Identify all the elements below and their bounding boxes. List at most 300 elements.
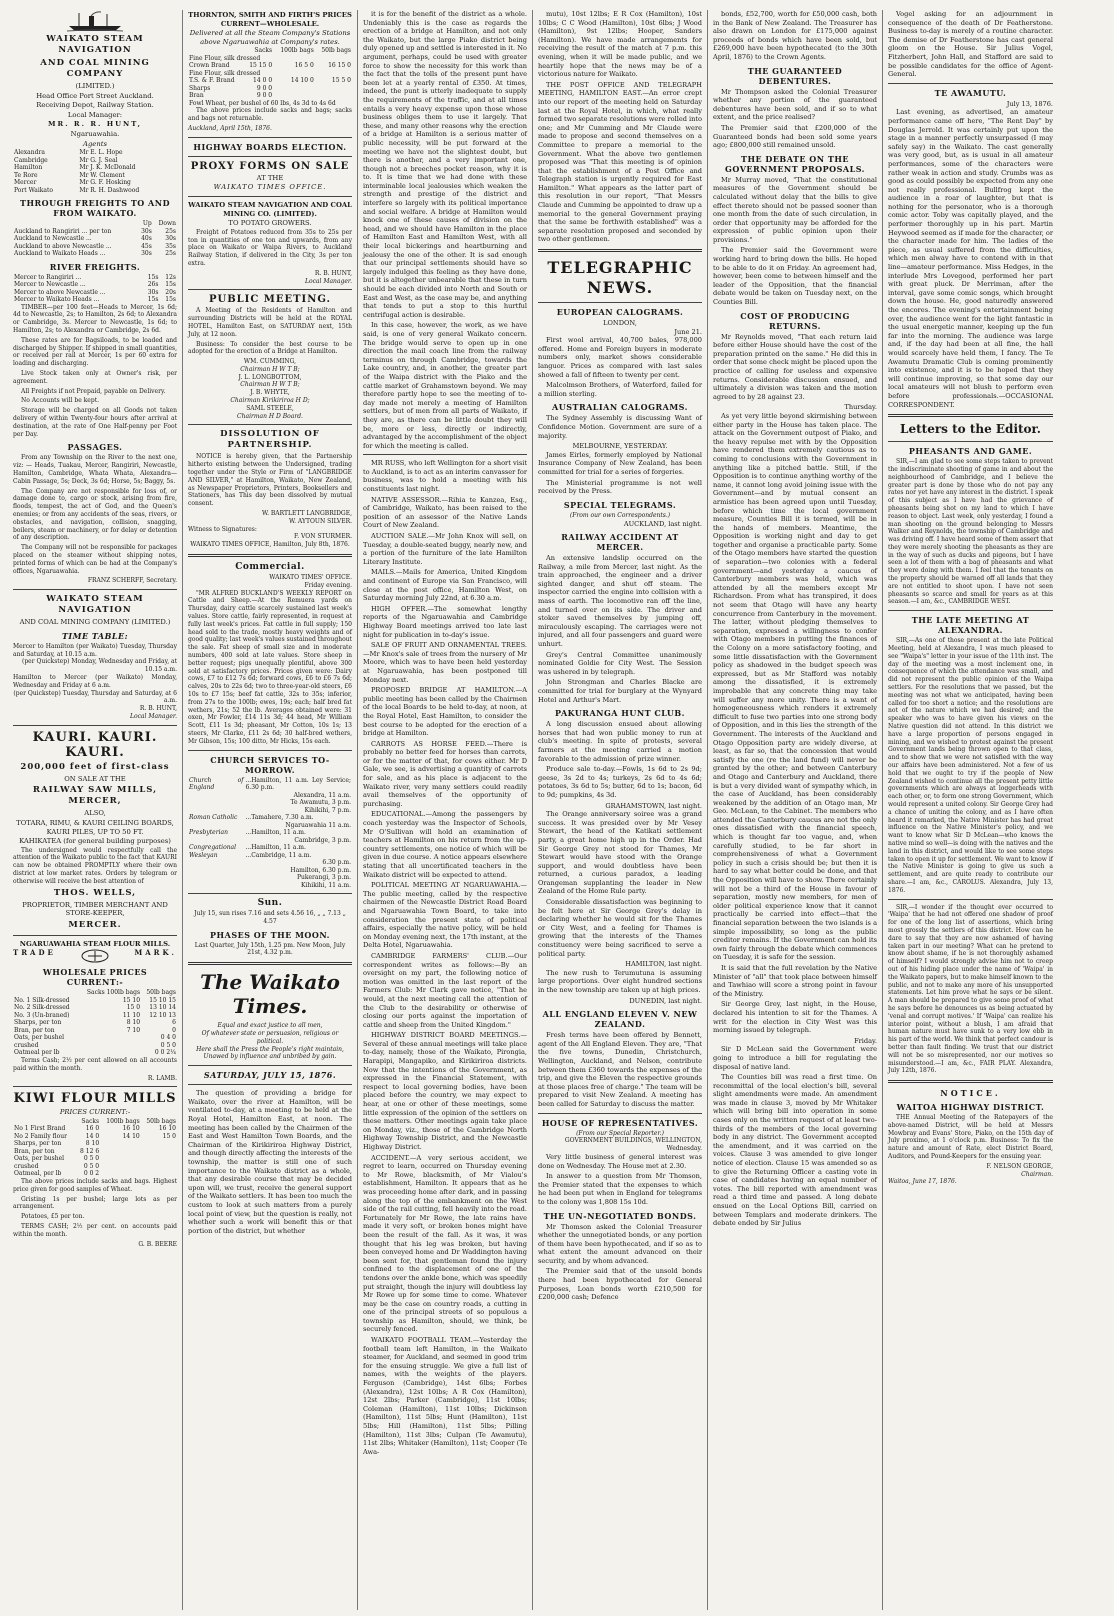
company-name: WAIKATO STEAM NAVIGATION: [46, 34, 144, 55]
timetable-entry: (per Quickstep) Monday, Wednesday and Friday, at 10.15 a.m.: [21, 658, 177, 674]
denomination: [188, 859, 244, 867]
kiwi-row: [13, 1125, 177, 1133]
col-head: Sacks 100lb bags: [86, 989, 141, 997]
river-down: 15s: [165, 281, 176, 289]
news-item: EDUCATIONAL.—Among the passengers by coach yesterday was the Inspector of Schools, Mr O'Sullivan will hold an examination of teachers at Hamilton on his return from the up-country settlements, one notice of which will be given in due course. A notice appears elsewhere stating that all uncertificated teachers in the Waikato district will be expected to attend.: [363, 810, 527, 879]
item: Sharps, per ton: [14, 1140, 62, 1148]
wells-name: THOS. WELLS,: [53, 887, 137, 898]
news-item: POLITICAL MEETING AT NGARUAWAHIA.—The public meeting, called by the respective chairmen of the Newcastle District Road Board and Ngaruawahia Town Board, to take into consideration the present state of political affairs, especially the native policy, will be held on Monday evening next, the 17th instant, at the Delta Hotel, Ngaruawahia.: [363, 881, 527, 950]
divider: [188, 156, 352, 157]
kiwi-terms: TERMS CASH; 2½ per cent. on accounts paid within the month.: [13, 1222, 177, 1238]
agent-name: Mr R. H. Dashwood: [79, 186, 140, 194]
river-route: Mercer to above Newcastle ...: [14, 288, 106, 296]
price: 14 10: [122, 1132, 140, 1140]
news-item: CARROTS AS HORSE FEED.—There is probably no better feed for horses than carrots, or for the matter of that, for cows either. Mr D Gale, we see, is advertising a quantity of carrots for sale, and as his place is adjacent to the Waikato river, very many settlers could readily avail themselves of the opportunity of purchasing.: [363, 739, 527, 808]
prices-date: Auckland, April 15th, 1876.: [188, 124, 272, 132]
storage-note: Storage will be charged on all Goods not taken delivery of within Twenty-four hours after arrival at destination, at the rate of One Half-penny per Foot per Day.: [13, 407, 177, 438]
news-item: MAILS.—Mails for America, United Kingdom and continent of Europe via San Francisco, will close at the post office, Hamilton West, on Saturday morning July 22nd, at 6.30 a.m.: [363, 568, 527, 603]
news-item: MR RUSS, who left Wellington for a short visit to Auckland, is to act as an interim canvasser for business, was to hold a meeting with his constituents last night.: [363, 459, 527, 494]
column-3: [358, 10, 533, 1610]
columns: [8, 10, 1106, 1610]
dissolution-text: NOTICE is hereby given, that the Partnership hitherto existing between the Undersigned, trading together under the Style or Firm of "LANGBRIDGE AND SILVER," at Hamilton, Waikato, New Zealand, as Newspaper Proprietors, Printers, Booksellers and Stationers, has This day been dissolved by mutual consent.: [188, 453, 352, 508]
freight-route: Auckland to Newcastle ...: [14, 235, 92, 243]
london-dateline: LONDON,: [603, 319, 637, 328]
potato-heading: WAIKATO STEAM NAVIGATION AND COAL MINING CO. (LIMITED).: [188, 200, 352, 218]
church-heading: CHURCH SERVICES TO-MORROW.: [210, 754, 330, 775]
freights-table: [13, 220, 177, 258]
agent-name: Mr W. Clement: [79, 171, 125, 179]
prices-row: [188, 100, 352, 108]
denomination: [188, 837, 244, 845]
freight-up: 30s: [141, 250, 152, 258]
timber-rates: TIMBER—per 100 feet—Heads to Mercer, 1s 6d; 4d to Newcastle, 2s; to Hamilton, 2s 6d; to Alexandra or Cambridge, 3s. Mercer to Newcastle, 1s 6d; to Hamilton, 2s; to Alexandra or Cambridge, 2s 6d.: [13, 303, 177, 335]
witness-name: F. VON STURMER.: [294, 533, 352, 541]
company-name-2b: AND COAL MINING COMPANY (LIMITED.): [19, 618, 171, 627]
price: 15 15 0: [249, 62, 273, 70]
church-table: [188, 777, 352, 890]
news-item: NATIVE ASSESSOR.—Rihia te Kanzea, Esq., of Cambridge, Waikato, has been raised to the position of an assessor of the Native Lands Court of New Zealand.: [363, 495, 527, 530]
meeting-signer: J. B. WHYTE,: [250, 389, 290, 397]
divider: [188, 424, 352, 425]
news-item: WAIKATO FOOTBALL TEAM.—Yesterday the football team left Hamilton, in the Waikato steamer, for Auckland, and seemed in good trim for the ensuing struggle. We give a full list of names, with the weights of the players. Ferguson (Cambridge), 14st 6lbs; Forbes (Alexandra), 12st 10lbs; A R Cox (Hamilton), 12st 2lbs; Parker (Cambridge), 11st 10lbs; Coleman (Hamilton), 11st 10lbs; Dickinson (Hamilton), 11st 5lbs; Hunt (Hamilton), 11st 5lbs; Hill (Hamilton), 11st 5lbs; Pilling (Hamilton), 11st 3lbs; Culpan (Te Awamutu), 11st 2lbs; Whitaker (Hamilton), 11st; Cooper (Te Awa-: [363, 1336, 527, 1456]
manager-label: Local Manager:: [67, 110, 123, 119]
freight-route: Auckland to above Newcastle ...: [14, 242, 112, 250]
railway-accident-text: An extensive landslip occurred on the Railway, a mile from Mercer, last night. As the train approached, the engineer and a driver sighted danger, and shut off steam. The inspector carried the engine into collision with a mass of earth. The locomotive ran off the line, and turned over on its side. The driver and stoker saved themselves by jumping off, miraculously escaping. The carriages were not injured, and all four passengers and guard were unhurt.: [538, 554, 702, 649]
denomination: [188, 792, 244, 800]
agent-row: [13, 164, 177, 172]
native-minister-text: It is said that the full revelation by the Native Minister of "all" that took place between himself and Tawhiao will score a strong point in favour of the Ministry.: [713, 963, 877, 998]
dissolution-heading: DISSOLUTION OF PARTNERSHIP.: [220, 429, 320, 451]
meeting-signer: J. L. LONGBOTTOM,: [238, 373, 302, 381]
price: 0 5 0: [83, 1162, 100, 1170]
agents-table: [13, 149, 177, 194]
debentures-heading: THE GUARANTEED DEBENTURES.: [747, 65, 843, 86]
eleven-heading: ALL ENGLAND ELEVEN V. NEW ZEALAND.: [542, 1009, 698, 1030]
meeting-heading: PUBLIC MEETING.: [208, 294, 332, 306]
divider: [888, 441, 1053, 442]
kiwi-row: [13, 1163, 177, 1171]
divider: [13, 725, 177, 726]
item: crushed: [14, 1162, 39, 1170]
timetable-entry: Hamilton to Mercer (per Waikato) Monday, Wednesday and Friday at 6 a.m.: [13, 673, 177, 689]
price: 8 10: [85, 1140, 100, 1148]
timetable-heading: TIME TABLE:: [61, 630, 129, 641]
company-name-2: WAIKATO STEAM NAVIGATION: [46, 594, 144, 616]
price: 12 10 13: [149, 1011, 176, 1019]
kauri-sale: ON SALE AT THE: [64, 774, 126, 783]
kauri-heading: KAURI. KAURI. KAURI.: [32, 729, 158, 760]
sun-heading: Sun.: [257, 898, 283, 909]
news-item: mutu), 10st 12lbs; E R Cox (Hamilton), 10st 10lbs; C C Wood (Hamilton), 10st 6lbs; J Wood (Hamilton), 9st 12lbs; Hooper, Sanders (Hamilton). We have made arrangements for receiving the result of the match at 7 p.m. this evening, when it will be made public, and we heartily hope that the news may be of a victorious nature for Waikato.: [538, 10, 702, 79]
timetable-signature-title: Local Manager.: [129, 712, 177, 720]
item: Sharps, per ton: [14, 1019, 62, 1027]
divider: [188, 962, 352, 965]
dissolution-signer: W. BARTLETT LANGBRIDGE,: [261, 510, 352, 518]
item: Bran, per ton: [14, 1026, 55, 1034]
witness-place: WAIKATO TIMES OFFICE, Hamilton, July 8th, 1876.: [190, 541, 350, 549]
service: Kihikihi, 7 p.m.: [304, 806, 351, 814]
waitoa-signature: F. NELSON GEORGE,: [986, 1162, 1053, 1170]
news-item: HIGHWAY DISTRICT BOARD MEETINGS.—Several of these annual meetings will take place to-day, namely, those of the Waikato, Pirongia, Harapipi, Mangapiko, and Kirikiriroa districts. Now that the intentions of the Government, as expressed in the Financial Statement, with respect to local governing bodies, have been placed before the country, we may expect to hear, at one or other of these meetings, some little expression of the opinion of the settlers on these matters. Other meetings again take place on Monday, viz., those of the Cambridge North Highway Township District, and the Newcastle Highway District.: [363, 1031, 527, 1151]
price: 14 0 0: [253, 77, 273, 85]
bonds-text-2: The Premier said that of the unsold bonds there had been hypothecated for General Purposes, Loan bonds worth £210,500 for £200,000 cash; Defence: [538, 1267, 702, 1302]
prices-table: [188, 47, 352, 107]
letters-heading: Letters to the Editor.: [900, 422, 1041, 437]
church-row: [188, 867, 352, 875]
oats-row: [13, 1049, 177, 1057]
price: 8 12 6: [80, 1147, 100, 1155]
kiwi-row: [13, 1170, 177, 1178]
steamship-icon: [65, 10, 125, 32]
divider: [538, 1113, 702, 1114]
beere-signature: G. B. BEERE: [138, 1240, 177, 1248]
manager: MR. R. R. HUNT,: [48, 120, 142, 129]
motto-line: Here shall the Press the People's right maintain, Unawed by influence and unbribed by gain.: [196, 1045, 344, 1061]
col-head: [13, 1118, 76, 1126]
company-name-b: AND COAL MINING COMPANY: [40, 58, 150, 79]
item: T.S. & F. Brand: [189, 77, 235, 85]
freight-up: 30s: [141, 227, 152, 235]
item: No 1 First Brand: [14, 1125, 66, 1133]
denomination: [188, 867, 244, 875]
mclean-text: Sir D McLean said the Government were going to introduce a bill for regulating the disposal of native land.: [713, 1045, 877, 1071]
divider: [188, 1065, 352, 1066]
debate-text-2: The Premier said the Government were working hard to bring down the bills. He hoped to be able to do it on Friday. An agreement had, however, been come to between himself and the leader of the Opposition, that the financial debate would be taken on Tuesday next, on the Counties Bill.: [713, 246, 877, 307]
agent-name: Mr G. J. Seal: [79, 156, 118, 164]
news-item: CAMBRIDGE FARMERS' CLUB.—Our correspondent writes as follows:—By an oversight on my part, the following notice of motion was omitted in the last report of the Farmers Club: Mr Clark gave notice, "That he would, at the next meeting call the attention of the Club to the desirability or otherwise of closing our ports against the importation of cattle and sheep from the United Kingdom.": [363, 951, 527, 1029]
river-down: 20s: [165, 288, 176, 296]
motto-line: Of whatever state or persuasion, religious or political.: [201, 1030, 339, 1045]
grey-thames-text: Sir George Grey, last night, in the House, declared his intention to sit for the Thames. A writ for the election in City West was this morning issued by telegraph.: [713, 1000, 877, 1035]
item: Oatmeal, per lb: [14, 1170, 62, 1178]
potato-signature: R. B. HUNT,: [314, 269, 352, 277]
divider: [888, 83, 1053, 84]
special-sub: (From our own Correspondents.): [569, 511, 671, 519]
issue-date: SATURDAY, JULY 15, 1876.: [203, 1070, 337, 1081]
river-up: 30s: [147, 288, 159, 296]
potato-sub: TO POTATO GROWERS.: [228, 219, 312, 228]
church-row: [188, 822, 352, 830]
melbourne-dateline: MELBOURNE, YESTERDAY.: [572, 442, 668, 451]
agent-place: Hamilton: [14, 164, 43, 172]
river-up: 15s: [147, 296, 159, 304]
commercial-text: "MR ALFRED BUCKLAND'S WEEKLY REPORT on Cattle and Sheep.—At the Remuera yards on Thursday, dairy cattle scarcely sustained last week's values. Store cattle, fairly represented, in request at fully last week's prices. Fat cattle in full supply; 150 head sold to the trade, mostly heavy weights and of good quality; last week's values sustained throughout the sale. Fat sheep of small size and in moderate numbers, 400 sold at late values. Store sheep in better request; pigs unequally plentiful, above 300 sold at satisfactory prices. Prices given were: Dairy cows, £7 to £12 7s 6d; forward cows, £6 to £6 7s 6d; calves, 20s to 22s 6d; two to three-year-old steers, £6 10s to £7 15s; beef fat cattle, 32s to 35s; inferior, from 27s to the 100lb; ewes, 19s; each; half bred fat wethers, 21s; 52 the lb. Averages obtained were: 31 oxen, Mr Fowler, £14 11s 3d; 44 head, Mr William Scott, £11 1s 3d; pheasant, Mr Cotton, 10s 1s; 13 steers, Mr Clarke, £11 2s 6d; 30 half-bred wethers, Mr Gibson, 15s; 100 ditto, Mr Hicks, 15s each.: [188, 589, 352, 745]
house-text-2: In answer to a question from Mr Thomson, the Premier stated that the expenses to which he had been put when in England for telegrams to the colony was 1,808 15s 10d.: [538, 1172, 702, 1206]
freight-row: [13, 235, 177, 243]
church-row: [188, 882, 352, 890]
dissolution-signer: W. AYTOUN SILVER.: [288, 517, 352, 525]
price: 16 15 0: [328, 62, 351, 70]
kiwi-row: [13, 1148, 177, 1156]
potatoes: Potatoes, £5 per ton.: [21, 1213, 85, 1221]
live-stock-note: Live Stock taken only at Owner's risk, per agreement.: [13, 370, 177, 385]
prices-row: [188, 62, 352, 70]
service: ...Hamilton, 11 a.m. Ley Service; 6.30 p.m.: [245, 776, 351, 792]
freight-down: 35s: [165, 242, 176, 250]
river-table: [13, 274, 177, 304]
price: 6: [172, 1019, 176, 1027]
church-row: [188, 844, 352, 852]
meeting-text: A Meeting of the Residents of Hamilton and surrounding Districts will be held at the ROYAL HOTEL, Hamilton East, on SATURDAY next, 15th July, at 12 noon.: [188, 307, 352, 338]
agent-name: Mr E. L. Hope: [79, 149, 123, 157]
freight-down: 30s: [165, 235, 176, 243]
railway-accident-heading: RAILWAY ACCIDENT AT MERCER.: [561, 532, 679, 553]
proxy-heading: PROXY FORMS ON SALE: [190, 160, 350, 172]
moon-heading: PHASES OF THE MOON.: [210, 929, 330, 940]
terms: Terms Cash; 2½ per cent allowed on all accounts paid within the month.: [13, 1056, 177, 1072]
proxy-office: WAIKATO TIMES OFFICE.: [213, 183, 327, 192]
church-row: [188, 777, 352, 792]
freights-header-row: [13, 220, 177, 228]
malcolmson-news: Malcolmson Brothers, of Waterford, failed for a million sterling.: [538, 381, 702, 398]
cost-text: Mr Reynolds moved, "That each return laid before either House should have the cost of the preparation printed on the same." He did this in order that some check might be placed upon the practice of calling for useless and expensive returns. Considerable discussion ensued, and ultimately a division was taken and the motion agreed to by 28 against 23.: [713, 332, 877, 401]
timetable-signature: R. B. HUNT,: [139, 705, 177, 713]
oats-table: [13, 1034, 177, 1057]
auckland-dateline: AUCKLAND, last night.: [623, 519, 702, 528]
wool-news: First wool arrival, 40,700 bales, 978,000 offered. Home and Foreign buyers in moderate numbers only, market shows considerable languor. Prices as compared with last sales showed a fall of fifteen to twenty per cent.: [538, 336, 702, 379]
pheasants-letter: SIR,—I am glad to see some steps taken to prevent the indiscriminate shooting of game in and about the neighbourhood of Cambridge, and I believe the greater part is done by those who do not pay any rates nor yet have any interest in the district. I speak of this subject as I have had the grievance of pheasants being shot on my land to which I have reason to object. Last week, only yesterday, I found a man shooting on the ground belonging to Messrs Walker and Reynolds, the township of Cambridge and was driving off. I have heard some of them assert that they were merely shooting the pheasants as they are in the way of such as ducks and pigeons, but I have seen a lot of them with a bag of pheasants and what they were doing with them. I feel that the tenants on the property should be warned off all lands that they are not entitled to shoot upon. I have not seen pheasants so scarce and small for years as at this season.—I am, &c., CAMBRIDGE WEST.: [888, 458, 1053, 606]
price: 13 10 14: [149, 1004, 176, 1012]
divider: [13, 935, 177, 936]
freight-down: 25s: [165, 227, 176, 235]
church-row: [188, 829, 352, 837]
freight-route: Auckland to Waikato Heads ...: [14, 250, 106, 258]
item: crushed: [14, 1041, 39, 1049]
kiwi-row: [13, 1155, 177, 1163]
col-head: [188, 47, 244, 55]
river-up: 26s: [147, 281, 159, 289]
prices-row: [188, 55, 352, 63]
lamb-signature: R. LAMB.: [147, 1074, 177, 1082]
divider: [188, 893, 352, 894]
church-row: [188, 852, 352, 860]
column-4: [533, 10, 708, 1610]
manager-place: Ngaruawahia.: [70, 129, 120, 138]
trade-mark: [13, 949, 177, 963]
liability-text: The Company are not responsible for loss of, or damage done to, cargo or stock, arising from fire, floods, tempest, the act of God, and the Queen's enemies; or from any accidents of the seas, rivers, or obstacles, and navigation, collision, snagging, boilers, steam or machinery, or for delay or detention of any description.: [13, 487, 177, 542]
price: 16 10: [158, 1125, 176, 1133]
freight-row: [13, 243, 177, 251]
mills-heading: NGARUAWAHIA STEAM FLOUR MILLS.: [19, 939, 171, 948]
price: 7 10: [126, 1026, 141, 1034]
divider: [188, 1084, 352, 1085]
col-head: Up: [142, 220, 152, 228]
depot: Receiving Depot, Railway Station.: [36, 101, 154, 110]
thursday-dateline: Thursday.: [844, 403, 877, 412]
river-row: [13, 274, 177, 282]
river-down: 12s: [165, 273, 176, 281]
produce-text: Produce sale to-day.—Fowls, 1s 6d to 2s 9d; geese, 3s 2d to 4s; turkeys, 2s 6d to 4s 6d; potatoes, 3s 6d to 5s; butter, 6d to 1s; bacon, 6d to 9d; pumpkins, 4s 3d.: [538, 765, 702, 799]
col-head: 50lb bags: [321, 47, 351, 55]
waitoa-heading: WAITOA HIGHWAY DISTRICT.: [896, 1102, 1045, 1113]
house-sub: (From our Special Reporter.): [576, 1129, 664, 1137]
debentures-text-1: Mr Thompson asked the Colonial Treasurer whether any portion of the guaranteed debentures have been sold, and if so to what extent, and the price realised?: [713, 87, 877, 122]
trade-mark-icon: [80, 949, 110, 963]
col-head: Down: [158, 220, 176, 228]
denomination: [188, 882, 244, 890]
col-head: 100lb bags: [280, 47, 314, 55]
agent-row: [13, 172, 177, 180]
prices-heading: THORNTON, SMITH AND FIRTH'S PRICES CURRENT—WHOLESALE.: [188, 11, 352, 28]
sun-text: July 15, sun rises 7.16 and sets 4.56 16, „ „ 7.13 „ 4.57: [194, 910, 346, 925]
item: Bran, per ton: [14, 1147, 55, 1155]
potato-signature-title: Local Manager.: [304, 277, 352, 285]
agent-place: Mercer: [14, 179, 37, 187]
divider: [188, 289, 352, 290]
debate-text-1: Mr Murray moved, "That the constitutional measures of the Government should be calculated without delay that the bills to give effect thereto should not be passed sooner than one month from the date of such circulation, in order that opportunity may be afforded for the expression of public opinion upon their provisions.": [713, 175, 877, 244]
col-head: [13, 220, 137, 228]
orange-text: The Orange anniversary soiree was a grand success. It was presided over by Mr Vesey Stewart, the head of the Katikati settlement party, a great home high up in the Order. Had Sir George Grey not stood for Thames, Mr Stewart would have stood with the Orange support, and would doubtless have been returned, a curious paradox, a leading Orangeman supplanting the leader in New Zealand of the Home Rule party.: [538, 810, 702, 896]
dissatisfaction-text: Considerable dissatisfaction was beginning to be felt here at Sir George Grey's delay in declaring whether he would sit for the Thames or City West, and a feeling for Thames is growing that the interests of the Thames constituency were being sacrificed to serve a political party.: [538, 898, 702, 958]
motto-line: Equal and exact justice to all men,: [217, 1022, 323, 1030]
pakuranga-heading: PAKURANGA HUNT CLUB.: [555, 708, 685, 719]
price: 14 10 0: [290, 77, 314, 85]
price: 0 5 0: [160, 1041, 176, 1049]
col-head: 50lb bags: [146, 1117, 176, 1125]
service: Pukerangi, 3 p.m.: [296, 874, 351, 882]
item: No. 1 Silk-dressed: [14, 996, 70, 1004]
bonds-text-1: Mr Thomson asked the Colonial Treasurer whether the unnegotiated bonds, or any portion of them have been hypothecated, and if so as to what extent the amount advanced on their security, and by whom advanced.: [538, 1222, 702, 1265]
strongman-news: John Strongman and Charles Blacke are committed for trial for burglary at the Wynyard Hotel and Arthur's Mart.: [538, 678, 702, 704]
price: 11 10: [122, 1011, 141, 1019]
kauri-amount: 200,000 feet of first-class: [20, 761, 170, 772]
dunedin-dateline: DUNEDIN, last night.: [629, 996, 702, 1005]
waitoa-date: Waitoa, June 17, 1876.: [888, 1178, 957, 1186]
river-route: Mercer to Waikato Heads ...: [14, 296, 100, 304]
kiwi-row: [13, 1140, 177, 1148]
church-row: [188, 814, 352, 822]
bonds-heading: THE UN-NEGOTIATED BONDS.: [543, 1210, 697, 1221]
news-item: HIGH OFFER.—The somewhat lengthy reports of the Ngaruawahia and Cambridge Highway Board meetings arrived too late last night for publication in to-day's issue.: [363, 604, 527, 639]
divider: [188, 750, 352, 751]
commercial-day: Friday evening.: [304, 581, 352, 589]
column-6: [883, 10, 1058, 1610]
grey-news: Grey's Central Committee unanimously nominated Goldie for City West. The Session was ushered in by telegraph.: [538, 650, 702, 676]
agent-row: [13, 187, 177, 195]
goods-note: The Company will not be responsible for packages placed on the steamer without shipping notes, printed forms of which can be had at the Company's offices, Ngaruawahia.: [13, 544, 177, 575]
telegraphic-news-banner: TELEGRAPHIC NEWS.: [547, 258, 693, 298]
agent-row: [13, 149, 177, 157]
item: Oats, per bushel: [14, 1155, 65, 1163]
news-item: SALE OF FRUIT AND ORNAMENTAL TREES.—Mr Knox's sale of trees from the nursery of Mr Moore, which was to have been held yesterday at Ngaruawahia, has been postponed till Monday next.: [363, 641, 527, 684]
kauri-text: The undersigned would respectfully call the attention of the Waikato public to the fact that KAURI can now be obtained PROMPTLY where their own district at low market rates. Orders by telegram or otherwise will receive the best attention of: [13, 846, 177, 885]
item: No 2 Family flour: [14, 1132, 67, 1140]
waitoa-signature-title: Chairman.: [1021, 1170, 1053, 1178]
kahikatea: KAHIKATEA (for general building purposes): [19, 837, 171, 846]
price: 15 0: [162, 1132, 176, 1140]
bonds-continued: bonds, £52,700, worth for £50,000 cash, both in the Bank of New Zealand. The Treasurer has also drawn on London for £175,000 against proceeds of bonds which have been sold, but £269,000 have been hypothecated (to the 30th April, 1876) to the Crown Agents.: [713, 10, 877, 61]
item: Crown Brand: [189, 62, 230, 70]
kiwi-heading: KIWI FLOUR MILLS: [13, 1091, 177, 1107]
kauri-also: ALSO,: [84, 809, 106, 818]
church-row: [188, 837, 352, 845]
london-date: June 21.: [674, 327, 702, 336]
divider: [888, 1080, 1053, 1083]
gristing: Gristing 1s per bushel; large lots as per arrangement.: [13, 1195, 177, 1211]
trade-label: TRADE: [13, 948, 56, 958]
river-row: [13, 281, 177, 289]
service: ...Hamilton, 11 a.m.: [245, 844, 306, 852]
masthead: The Waikato Times.: [200, 970, 340, 1019]
kauri-mills: RAILWAY SAW MILLS, MERCER,: [32, 785, 158, 807]
prices-note: The above prices include sacks and bags; sacks and bags not returnable.: [188, 107, 352, 123]
denomination: [188, 807, 244, 815]
price: 15 5 0: [331, 77, 351, 85]
passages-text: From any Township on the River to the next one, viz: — Heads, Tuakau, Mercer, Rangiriri, Newcastle, Hamilton, Cambridge, Whata Whata, Alexandra— Cabin Passage, 5s; Deck, 3s 6d; Horse, 5s; Baggy, 5s.: [13, 454, 177, 485]
item: Bran: [189, 92, 204, 100]
sydney-news: The Sydney Assembly is discussing Want of Confidence Motion. Government are sure of a majority.: [538, 414, 702, 440]
meeting-signer: Chairman H W T B;: [240, 365, 300, 373]
oats-row: [13, 1042, 177, 1050]
prices-header: [188, 47, 352, 55]
commercial-office: WAIKATO TIMES' OFFICE.: [269, 574, 352, 582]
item: Sharps: [189, 84, 211, 92]
item: Oatmeal per lb: [14, 1049, 60, 1057]
price: 8 10: [126, 1019, 141, 1027]
river-up: 15s: [147, 273, 159, 281]
secretary: FRANZ SCHERFF, Secretary.: [87, 577, 177, 585]
house-heading: HOUSE OF REPRESENTATIVES.: [541, 1117, 699, 1128]
price: 0 4 0: [160, 1034, 176, 1042]
wells-place: MERCER.: [68, 919, 122, 930]
ministerial-news: The Ministerial programme is not well received by the Press.: [538, 478, 702, 496]
freights-heading: THROUGH FREIGHTS TO AND FROM WAIKATO.: [19, 198, 171, 219]
service: Kihikihi, 11 a.m.: [301, 881, 351, 889]
te-awamutu-date: July 13, 1876.: [1006, 99, 1053, 108]
price: 9 0 0: [256, 84, 273, 92]
oats-row: [13, 1034, 177, 1042]
church-row: [188, 874, 352, 882]
house-text-1: Very little business of general interest was done on Wednesday. The House met at 2.30.: [538, 1152, 702, 1170]
divider: [363, 454, 527, 455]
river-row: [13, 289, 177, 297]
eleven-text: Fresh terms have been offered by Bennett, agent of the All England Eleven. They are, "That the five towns, Dunedin, Christchurch, Wellington, Auckland, and Nelson, contribute between them £360 towards the expenses of the trip, and give the Eleven the respective grounds at those places free of charge." The team will be prepared to visit New Zealand. A meeting has been called for Saturday to discuss the matter.: [538, 1031, 702, 1108]
agent-name: Mr J. K. McDonald: [79, 164, 136, 172]
cost-heading: COST OF PRODUCING RETURNS.: [740, 310, 850, 331]
church-row: [188, 799, 352, 807]
kiwi-prices-heading: PRICES CURRENT:-: [59, 1108, 131, 1117]
wholesale-table: [13, 989, 177, 1034]
pakuranga-text: A long discussion ensued about allowing horses that had won public money to run at club's meeting. In spite of protests, several farmers at the meeting carried a motion favorable to the admission of prize winner.: [538, 720, 702, 763]
river-row: [13, 296, 177, 304]
notice-heading: NOTICE.: [940, 1088, 1001, 1099]
agent-row: [13, 179, 177, 187]
witness-label: Witness to Signatures:: [188, 525, 257, 533]
price: 15 10: [122, 996, 141, 1004]
church-row: [188, 859, 352, 867]
rush-text: The new rush to Terumutuna is assuming large proportions. Over eight hundred sections in the new township are taken up at high prices.: [538, 968, 702, 995]
divider: [13, 589, 177, 590]
freight-up: 45s: [141, 242, 152, 250]
item: Fine Flour, silk dressed: [189, 69, 261, 77]
river-route: Mercer to Newcastle ...: [14, 281, 86, 289]
meeting-signer: Chairman H D Board.: [237, 412, 303, 420]
service: Hamilton, 6.30 p.m.: [290, 866, 351, 874]
mark-label: MARK.: [134, 948, 177, 958]
denomination: Congregational: [189, 844, 237, 852]
column-5: [708, 10, 883, 1610]
denomination: Church of England: [189, 776, 244, 792]
late-meeting-heading: THE LATE MEETING AT ALEXANDRA.: [911, 615, 1030, 636]
item: No. 3 (Un-braned): [14, 1011, 70, 1019]
wells-title: PROPRIETOR, TIMBER MERCHANT AND STORE-KEEPER,: [22, 900, 168, 918]
service: 6.30 p.m.: [322, 859, 351, 867]
prices-row: [188, 77, 352, 85]
proxy-at: AT THE: [256, 173, 284, 182]
denomination: Wesleyan: [189, 851, 218, 859]
church-row: [188, 792, 352, 800]
wholesale-row: [13, 1027, 177, 1035]
